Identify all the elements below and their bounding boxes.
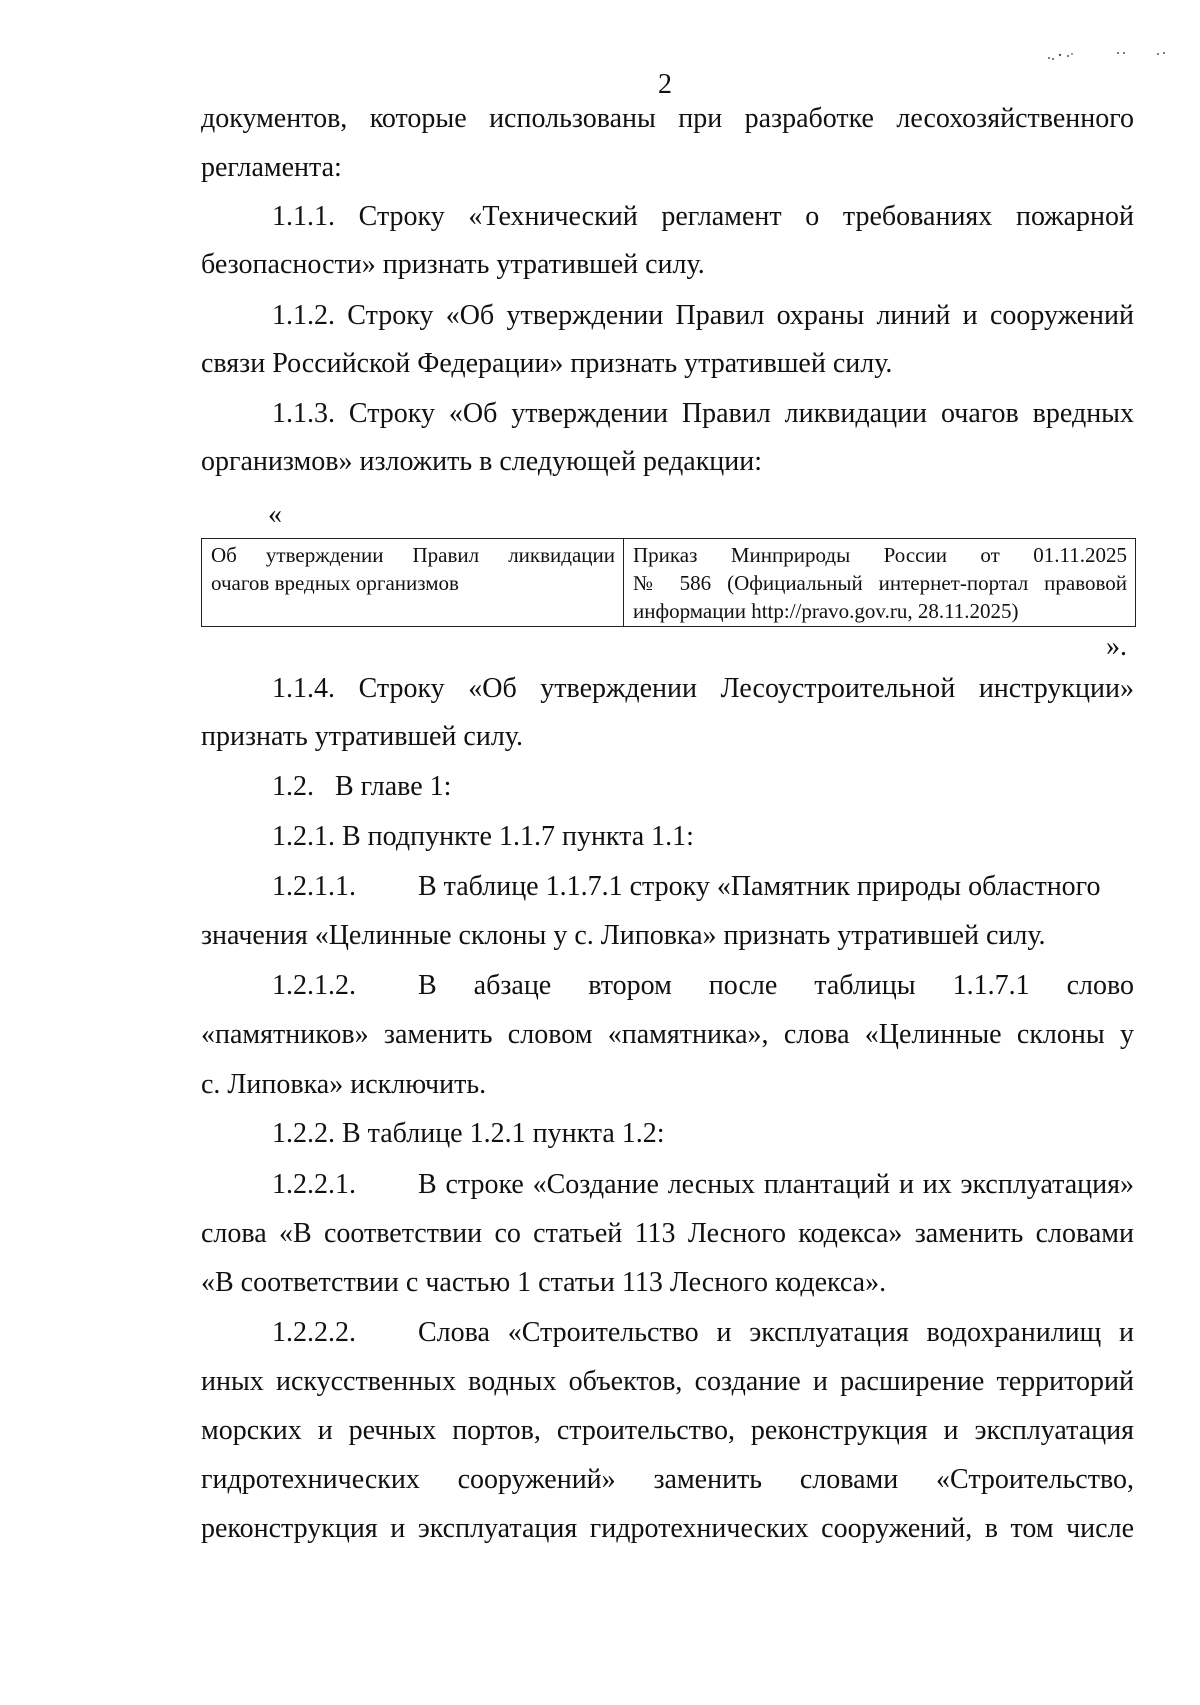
amendment-table	[201, 538, 1136, 627]
paragraph-1-1-4: 1.1.4. Строку «Об утверждении Лесоустроительной инструкции»	[272, 673, 1134, 704]
item-number: 1.2.2.1.	[272, 1169, 356, 1200]
paragraph-line: признать утратившей силу.	[201, 721, 523, 752]
item-number: 1.2.2.2.	[272, 1317, 356, 1348]
paragraph-1-2: 1.2. В главе 1:	[272, 771, 452, 802]
table-cell-source	[624, 539, 1136, 627]
cell-line: № 586 (Официальный интернет-портал правовой	[633, 571, 1127, 595]
paragraph-line: реконструкция и эксплуатация гидротехнических сооружений, в том числе	[201, 1513, 1134, 1544]
paragraph-text: Слова «Строительство и эксплуатация водохранилищ и	[418, 1317, 1134, 1348]
paragraph-line: значения «Целинные склоны у с. Липовка» признать утратившей силу.	[201, 920, 1046, 951]
paragraph-line: слова «В соответствии со статьей 113 Лесного кодекса» заменить словами	[201, 1218, 1134, 1249]
paragraph-line: «В соответствии с частью 1 статьи 113 Лесного кодекса».	[201, 1267, 887, 1298]
table-row	[202, 539, 1136, 627]
paragraph-text: В строке «Создание лесных плантаций и их эксплуатация»	[418, 1169, 1134, 1200]
paragraph-line: связи Российской Федерации» признать утратившей силу.	[201, 348, 893, 379]
paragraph-1-1-3: 1.1.3. Строку «Об утверждении Правил ликвидации очагов вредных	[272, 398, 1134, 429]
cell-line: информации http://pravo.gov.ru, 28.11.2025)	[633, 599, 1019, 623]
paragraph-line: с. Липовка» исключить.	[201, 1069, 487, 1100]
cell-line: очагов вредных организмов	[211, 571, 459, 595]
paragraph-line: иных искусственных водных объектов, создание и расширение территорий	[201, 1366, 1134, 1397]
page-number: 2	[658, 69, 672, 100]
paragraph-text: В таблице 1.1.7.1 строку «Памятник природы областного	[418, 871, 1101, 902]
paragraph-1-2-1: 1.2.1. В подпункте 1.1.7 пункта 1.1:	[272, 821, 694, 852]
scan-noise	[1046, 46, 1176, 62]
paragraph-1-2-1-2	[272, 971, 1134, 1001]
cell-line: Об утверждении Правил ликвидации	[211, 543, 615, 567]
paragraph-line: морских и речных портов, строительство, реконструкция и эксплуатация	[201, 1415, 1134, 1446]
item-number: 1.2.1.1.	[272, 871, 356, 902]
paragraph-line: документов, которые использованы при разработке лесохозяйственного	[201, 103, 1134, 134]
paragraph-line: гидротехнических сооружений» заменить словами «Строительство,	[201, 1464, 1134, 1495]
close-quote: ».	[1106, 631, 1127, 662]
cell-line: Приказ Минприроды России от 01.11.2025	[633, 543, 1127, 567]
open-quote: «	[268, 499, 282, 530]
paragraph-line: безопасности» признать утратившей силу.	[201, 249, 705, 280]
paragraph-1-1-2: 1.1.2. Строку «Об утверждении Правил охраны линий и сооружений	[272, 300, 1134, 331]
paragraph-1-2-2-1	[272, 1170, 1134, 1200]
paragraph-1-2-2-2	[272, 1318, 1134, 1348]
item-number: 1.2.1.2.	[272, 970, 356, 1001]
table-cell-title	[202, 539, 624, 627]
paragraph-line: организмов» изложить в следующей редакции:	[201, 446, 763, 477]
paragraph-line: «памятников» заменить словом «памятника», слова «Целинные склоны у	[201, 1019, 1134, 1050]
paragraph-1-2-2: 1.2.2. В таблице 1.2.1 пункта 1.2:	[272, 1118, 665, 1149]
paragraph-1-1-1: 1.1.1. Строку «Технический регламент о требованиях пожарной	[272, 201, 1134, 232]
paragraph-text: В абзаце втором после таблицы 1.1.7.1 слово	[418, 970, 1134, 1001]
paragraph-line: регламента:	[201, 152, 342, 183]
paragraph-1-2-1-1	[272, 872, 1134, 902]
